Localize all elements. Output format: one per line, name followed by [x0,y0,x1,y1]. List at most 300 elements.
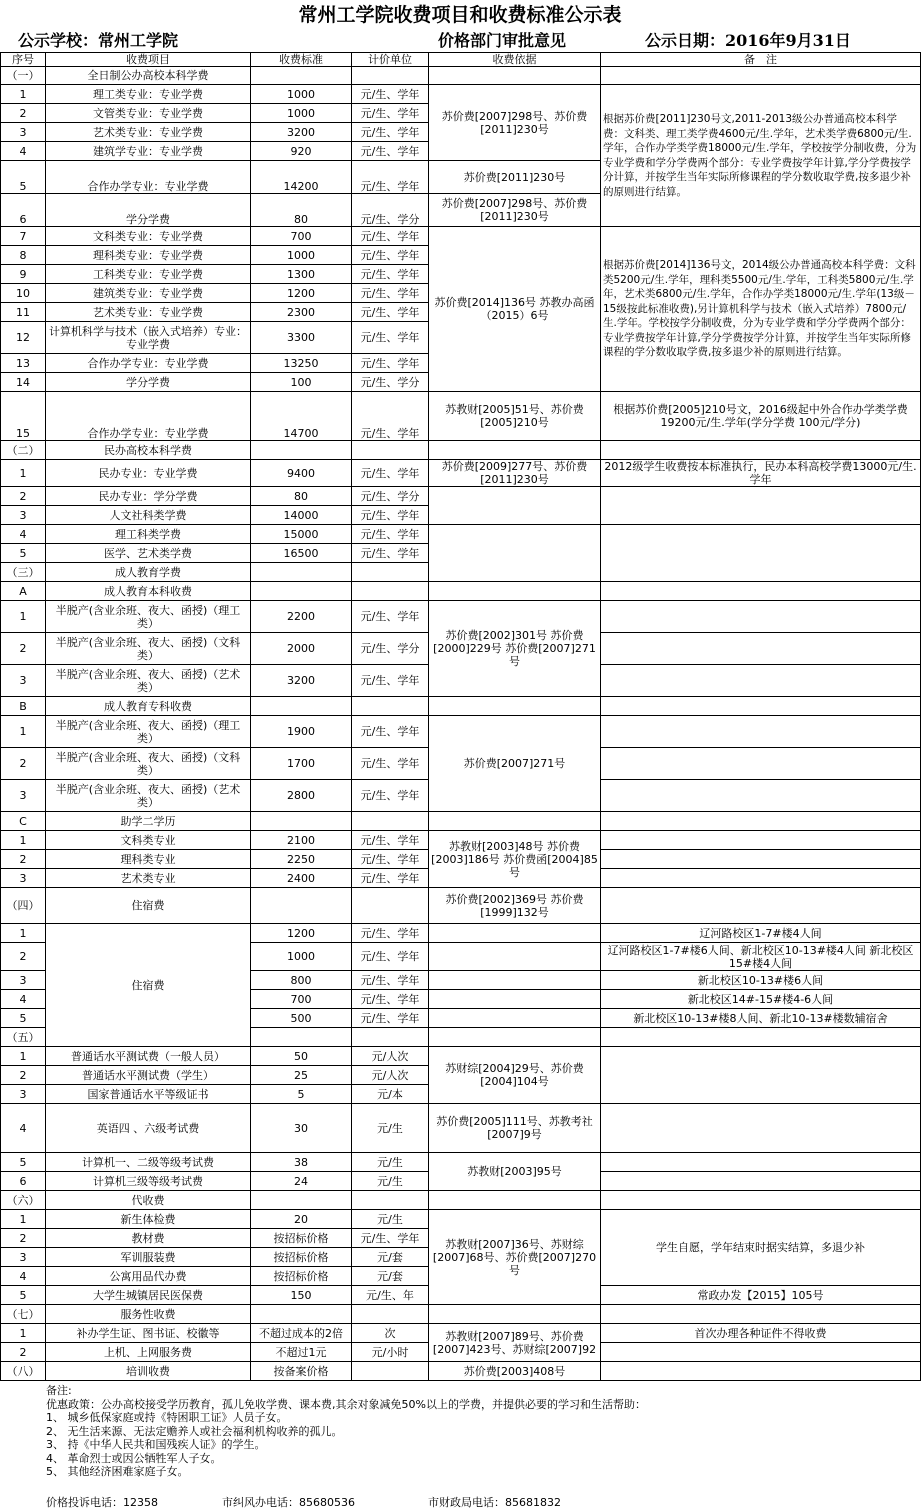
cell-item: 文管类专业：专业学费 [46,104,251,123]
cell-item: 理科类专业 [46,850,251,869]
cell-item: 合作办学专业：专业学费 [46,161,251,194]
cell-unit [352,888,429,924]
anticorruption-hotline: 市纠风办电话：85680536 [222,1496,355,1509]
cell-fee: 1200 [251,924,352,943]
cell-unit: 元/生、学年 [352,104,429,123]
cell-seq: 3 [1,506,46,525]
cell-unit [352,67,429,85]
cell-unit: 元/套 [352,1248,429,1267]
table-row [1,601,921,633]
cell-basis: 苏教财[2003]48号 苏价费[2003]186号 苏价费函[2004]85号 [429,831,601,888]
cell-fee: 1000 [251,104,352,123]
cell-unit [352,441,429,460]
cell-seq: 5 [1,1153,46,1172]
cell-basis [429,1191,601,1210]
table-row [1,1191,921,1210]
cell-fee: 2100 [251,831,352,850]
cell-item: 理工类专业：专业学费 [46,85,251,104]
cell-remark [601,1343,921,1362]
cell-item: 代收费 [46,1191,251,1210]
cell-remark [601,1305,921,1324]
cell-fee [251,67,352,85]
cell-remark: 辽河路校区1-7#楼4人间 [601,924,921,943]
cell-item: 助学二学历 [46,812,251,831]
cell-unit: 元/生 [352,1104,429,1153]
page-title: 常州工学院收费项目和收费标准公示表 [298,4,622,26]
cell-seq: 6 [1,1172,46,1191]
table-row [1,525,921,544]
cell-fee: 700 [251,990,352,1009]
cell-basis: 苏价费[2014]136号 苏教办高函（2015）6号 [429,227,601,392]
cell-unit: 元/人次 [352,1066,429,1085]
cell-seq: 1 [1,460,46,487]
cell-item: 工科类专业：专业学费 [46,265,251,284]
cell-unit: 元/生、学分 [352,194,429,227]
cell-seq: （四） [1,888,46,924]
cell-fee [251,1028,352,1047]
fee-table [0,52,921,1381]
cell-fee [251,441,352,460]
cell-item: 新生体检费 [46,1210,251,1229]
table-row [1,487,921,506]
cell-remark [601,525,921,582]
policy-item: 4、 革命烈士或因公牺牲军人子女。 [46,1451,222,1465]
cell-fee: 1300 [251,265,352,284]
cell-unit: 元/生、学年 [352,265,429,284]
cell-seq: 5 [1,544,46,563]
cell-item: 计算机一、二级等级考试费 [46,1153,251,1172]
cell-unit: 元/生 [352,1153,429,1172]
table-row [1,67,921,85]
cell-basis: 苏价费[2002]369号 苏价费[1999]132号 [429,888,601,924]
cell-fee: 按招标价格 [251,1248,352,1267]
cell-remark [601,665,921,697]
fee-table-body [1,53,921,1381]
cell-item: 补办学生证、图书证、校徽等 [46,1324,251,1343]
cell-fee [251,582,352,601]
cell-fee [251,812,352,831]
cell-fee: 1700 [251,748,352,780]
cell-unit: 元/生、学年 [352,525,429,544]
cell-item: 文科类专业：专业学费 [46,227,251,246]
cell-unit: 元/生 [352,1172,429,1191]
cell-basis [429,1305,601,1324]
cell-item: 半脱产(含业余班、夜大、函授)（文科类） [46,633,251,665]
notes-section [0,1384,920,1479]
cell-seq: 2 [1,1229,46,1248]
table-row [1,1324,921,1343]
cell-unit [352,563,429,582]
table-row [1,831,921,850]
cell-unit: 元/生、学年 [352,506,429,525]
cell-seq: 2 [1,748,46,780]
cell-remark: 根据苏价费[2005]210号文，2016级起中外合作办学类学费19200元/生.学年(学分学费 100元/学分) [601,392,921,441]
cell-item: 教材费 [46,1229,251,1248]
cell-item: 服务性收费 [46,1305,251,1324]
table-header-row [1,53,921,67]
cell-item: 计算机科学与技术（嵌入式培养）专业：专业学费 [46,322,251,354]
table-row [1,1104,921,1153]
table-row [1,227,921,246]
contacts-row [0,1496,920,1510]
cell-remark [601,812,921,831]
cell-unit [352,1362,429,1381]
cell-basis: 苏价费[2007]298号、苏价费[2011]230号 [429,194,601,227]
finance-hotline: 市财政局电话：85681832 [428,1496,561,1509]
cell-seq: （六） [1,1191,46,1210]
column-header-unit: 计价单位 [352,53,429,67]
policy-item: 3、 持《中华人民共和国残疾人证》的学生。 [46,1438,266,1451]
cell-unit: 元/生、学年 [352,227,429,246]
cell-basis [429,525,601,582]
approval-label: 价格部门审批意见 [438,31,567,50]
cell-seq: 12 [1,322,46,354]
cell-seq: 1 [1,1047,46,1066]
cell-basis: 苏价费[2007]298号、苏价费[2011]230号 [429,85,601,161]
cell-basis [429,697,601,716]
cell-item: 住宿费 [46,924,251,1047]
cell-item: 军训服装费 [46,1248,251,1267]
cell-seq: B [1,697,46,716]
cell-remark [601,888,921,924]
cell-seq: 3 [1,780,46,812]
cell-remark [601,1047,921,1104]
cell-fee: 14200 [251,161,352,194]
cell-item: 半脱产(含业余班、夜大、函授)（理工类） [46,601,251,633]
cell-basis [429,812,601,831]
cell-seq: 3 [1,869,46,888]
cell-remark [601,582,921,601]
cell-fee: 3300 [251,322,352,354]
cell-fee: 100 [251,373,352,392]
cell-unit: 元/生、学年 [352,850,429,869]
cell-unit: 元/生、学年 [352,924,429,943]
table-row [1,1153,921,1172]
cell-item: 艺术类专业：专业学费 [46,123,251,142]
cell-basis [429,943,601,971]
cell-fee: 3200 [251,123,352,142]
cell-unit: 元/生、学年 [352,392,429,441]
cell-seq: A [1,582,46,601]
cell-seq: 2 [1,487,46,506]
cell-fee [251,888,352,924]
cell-fee: 150 [251,1286,352,1305]
cell-seq: 2 [1,850,46,869]
table-row [1,697,921,716]
cell-remark [601,1362,921,1381]
cell-unit: 元/生、学年 [352,85,429,104]
cell-seq: C [1,812,46,831]
cell-unit: 元/生、学年 [352,780,429,812]
cell-remark [601,831,921,850]
cell-item: 理工科类学费 [46,525,251,544]
cell-unit: 元/生、学年 [352,943,429,971]
cell-fee: 14700 [251,392,352,441]
cell-item: 文科类专业 [46,831,251,850]
cell-unit [352,1191,429,1210]
cell-unit: 元/生、学年 [352,354,429,373]
publish-date: 公示日期：2016年9月31日 [645,31,851,50]
cell-fee: 50 [251,1047,352,1066]
cell-seq: 11 [1,303,46,322]
cell-item: 半脱产(含业余班、夜大、函授)（艺术类） [46,665,251,697]
cell-fee: 2800 [251,780,352,812]
cell-item: 民办专业：学分学费 [46,487,251,506]
cell-unit [352,697,429,716]
column-header-basis: 收费依据 [429,53,601,67]
cell-remark [601,697,921,716]
cell-item: 建筑学专业：专业学费 [46,142,251,161]
cell-unit [352,582,429,601]
cell-remark [601,1153,921,1172]
cell-unit: 元/生、学年 [352,990,429,1009]
cell-item: 理科类专业：专业学费 [46,246,251,265]
cell-fee: 2300 [251,303,352,322]
cell-remark [601,869,921,888]
cell-seq: （一） [1,67,46,85]
cell-unit: 元/生、学年 [352,284,429,303]
cell-remark [601,850,921,869]
cell-seq: 5 [1,1009,46,1028]
cell-seq: 15 [1,392,46,441]
cell-unit: 元/生、学年 [352,142,429,161]
cell-fee: 920 [251,142,352,161]
cell-item: 普通话水平测试费（学生） [46,1066,251,1085]
cell-item: 人文社科类学费 [46,506,251,525]
cell-item: 普通话水平测试费（一般人员） [46,1047,251,1066]
column-header-seq: 序号 [1,53,46,67]
cell-fee: 1000 [251,943,352,971]
cell-unit: 次 [352,1324,429,1343]
cell-remark: 新北校区14#-15#楼4-6人间 [601,990,921,1009]
cell-seq: 3 [1,665,46,697]
cell-fee: 不超过成本的2倍 [251,1324,352,1343]
table-row [1,888,921,924]
cell-fee: 按备案价格 [251,1362,352,1381]
cell-basis [429,441,601,460]
cell-item: 医学、艺术类学费 [46,544,251,563]
cell-seq: 3 [1,1085,46,1104]
cell-fee: 16500 [251,544,352,563]
cell-fee: 1200 [251,284,352,303]
cell-unit: 元/生、学年 [352,869,429,888]
cell-unit: 元/生、学年 [352,665,429,697]
cell-item: 国家普通话水平等级证书 [46,1085,251,1104]
cell-seq: 1 [1,1210,46,1229]
cell-item: 培训收费 [46,1362,251,1381]
cell-seq: 2 [1,1343,46,1362]
cell-fee: 按招标价格 [251,1229,352,1248]
cell-item: 成人教育本科收费 [46,582,251,601]
cell-remark [601,487,921,525]
cell-fee: 80 [251,487,352,506]
table-row [1,441,921,460]
cell-seq: 9 [1,265,46,284]
cell-seq: 1 [1,924,46,943]
cell-basis [429,487,601,525]
cell-seq: 1 [1,85,46,104]
cell-item: 公寓用品代办费 [46,1267,251,1286]
cell-seq: 4 [1,142,46,161]
cell-remark [601,716,921,748]
cell-seq: （七） [1,1305,46,1324]
policy-text: 优惠政策：公办高校接受学历教育，孤儿免收学费、课本费,其余对象减免50%以上的学费，并提供必要的学习和生活帮助： [46,1397,646,1411]
policy-item: 2、 无生活来源、无法定赡养人或社会福利机构收养的孤儿。 [46,1424,343,1438]
cell-item: 学分学费 [46,194,251,227]
cell-item: 半脱产(含业余班、夜大、函授)（文科类） [46,748,251,780]
cell-basis: 苏教财[2003]95号 [429,1153,601,1191]
cell-remark [601,1191,921,1210]
cell-item: 住宿费 [46,888,251,924]
cell-seq: 5 [1,1286,46,1305]
notes-label: 备注: [46,1384,72,1397]
cell-seq: 8 [1,246,46,265]
cell-remark [601,601,921,633]
cell-fee: 2400 [251,869,352,888]
cell-remark [601,1172,921,1191]
cell-unit: 元/生 [352,1210,429,1229]
cell-basis: 苏价费[2003]408号 [429,1362,601,1381]
cell-item: 英语四 、六级考试费 [46,1104,251,1153]
cell-remark: 学生自愿，学年结束时据实结算，多退少补 [601,1210,921,1286]
cell-unit: 元/生、学年 [352,1009,429,1028]
table-row [1,460,921,487]
cell-basis: 苏价费[2007]271号 [429,716,601,812]
column-header-item: 收费项目 [46,53,251,67]
cell-basis [429,67,601,85]
cell-fee [251,697,352,716]
cell-unit [352,812,429,831]
table-row [1,1305,921,1324]
table-row [1,812,921,831]
cell-basis [429,582,601,601]
cell-seq: 2 [1,1066,46,1085]
cell-seq: 14 [1,373,46,392]
cell-unit: 元/生、学年 [352,1229,429,1248]
cell-fee: 38 [251,1153,352,1172]
cell-fee: 5 [251,1085,352,1104]
cell-seq: 2 [1,633,46,665]
cell-seq: 4 [1,1267,46,1286]
table-row [1,85,921,104]
cell-seq: 2 [1,943,46,971]
cell-unit: 元/生、学年 [352,303,429,322]
cell-item: 艺术类专业 [46,869,251,888]
cell-unit: 元/生、学年 [352,123,429,142]
table-row [1,1047,921,1066]
cell-fee: 30 [251,1104,352,1153]
cell-seq: 4 [1,1104,46,1153]
cell-fee: 3200 [251,665,352,697]
cell-basis [429,1009,601,1028]
cell-fee: 2250 [251,850,352,869]
cell-item: 上机、上网服务费 [46,1343,251,1362]
cell-remark [601,441,921,460]
cell-unit: 元/生、学年 [352,544,429,563]
cell-seq: 7 [1,227,46,246]
cell-seq: （三） [1,563,46,582]
cell-item: 民办专业：专业学费 [46,460,251,487]
cell-remark [601,1104,921,1153]
cell-fee: 9400 [251,460,352,487]
cell-seq: 3 [1,1248,46,1267]
column-header-fee: 收费标准 [251,53,352,67]
cell-fee [251,1305,352,1324]
cell-item: 艺术类专业：专业学费 [46,303,251,322]
cell-unit: 元/人次 [352,1047,429,1066]
cell-unit: 元/生、学年 [352,716,429,748]
cell-unit [352,1028,429,1047]
cell-basis [429,971,601,990]
cell-fee: 25 [251,1066,352,1085]
cell-unit: 元/生、学分 [352,373,429,392]
cell-remark: 首次办理各种证件不得收费 [601,1324,921,1343]
cell-item: 全日制公办高校本科学费 [46,67,251,85]
cell-unit: 元/生、学分 [352,487,429,506]
cell-item: 成人教育专科收费 [46,697,251,716]
cell-fee: 24 [251,1172,352,1191]
cell-remark [601,1028,921,1047]
table-row [1,924,921,943]
cell-fee: 500 [251,1009,352,1028]
cell-unit: 元/生、学年 [352,748,429,780]
cell-seq: 10 [1,284,46,303]
cell-unit [352,1305,429,1324]
cell-remark [601,633,921,665]
cell-item: 民办高校本科学费 [46,441,251,460]
cell-remark: 常政办发【2015】105号 [601,1286,921,1305]
cell-seq: 1 [1,831,46,850]
cell-seq: 4 [1,525,46,544]
cell-item: 半脱产(含业余班、夜大、函授)（理工类） [46,716,251,748]
cell-basis: 苏财综[2004]29号、苏价费[2004]104号 [429,1047,601,1104]
cell-seq: （二） [1,441,46,460]
cell-seq: 13 [1,354,46,373]
cell-fee: 80 [251,194,352,227]
cell-seq: 4 [1,990,46,1009]
cell-unit: 元/生、学年 [352,971,429,990]
price-hotline: 价格投诉电话：12358 [46,1496,158,1509]
table-row [1,1362,921,1381]
cell-item: 学分学费 [46,373,251,392]
school-label: 公示学校：常州工学院 [18,31,179,50]
cell-item: 成人教育学费 [46,563,251,582]
cell-fee: 1000 [251,85,352,104]
cell-basis: 苏价费[2011]230号 [429,161,601,194]
table-row [1,1210,921,1229]
cell-seq: （八） [1,1362,46,1381]
table-row [1,582,921,601]
cell-fee: 700 [251,227,352,246]
cell-seq: 5 [1,161,46,194]
cell-remark [601,748,921,780]
cell-unit: 元/本 [352,1085,429,1104]
cell-unit: 元/生、学年 [352,161,429,194]
cell-item: 合作办学专业：专业学费 [46,392,251,441]
cell-basis [429,990,601,1009]
cell-fee: 13250 [251,354,352,373]
cell-fee: 2200 [251,601,352,633]
cell-item: 半脱产(含业余班、夜大、函授)（艺术类） [46,780,251,812]
cell-fee: 2000 [251,633,352,665]
cell-remark: 2012级学生收费按本标准执行，民办本科高校学费13000元/生.学年 [601,460,921,487]
cell-unit: 元/生、年 [352,1286,429,1305]
policy-item: 1、 城乡低保家庭或持《特困职工证》人员子女。 [46,1411,288,1424]
cell-fee: 20 [251,1210,352,1229]
cell-basis: 苏教财[2005]51号、苏价费[2005]210号 [429,392,601,441]
cell-fee [251,563,352,582]
cell-seq: 1 [1,1324,46,1343]
